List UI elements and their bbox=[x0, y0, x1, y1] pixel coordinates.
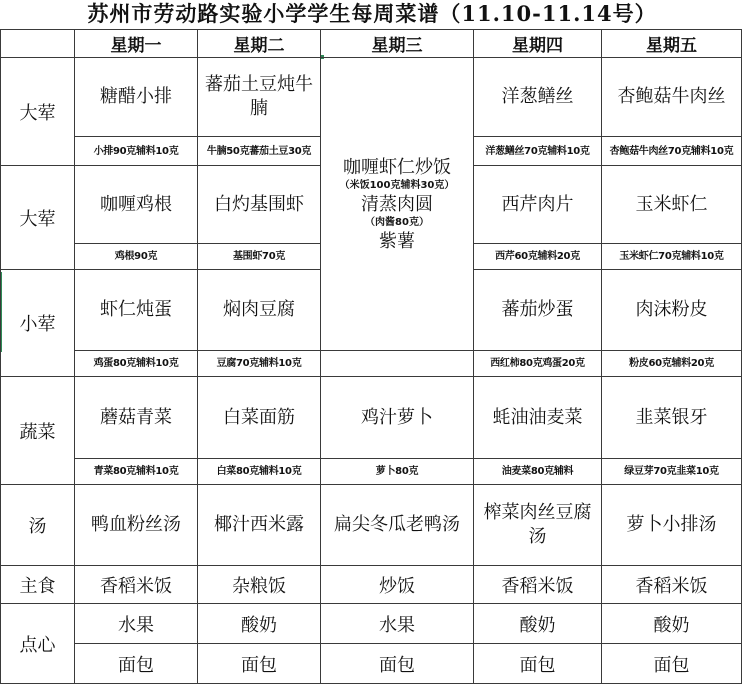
qty-big2-thu: 西芹60克辅料20克 bbox=[474, 244, 602, 270]
dish-veg-mon: 蘑菇青菜 bbox=[75, 377, 198, 459]
dish-veg-thu: 蚝油油麦菜 bbox=[474, 377, 602, 459]
small-qty-row bbox=[1, 351, 742, 377]
qty-big1-thu: 洋葱鳝丝70克辅料10克 bbox=[474, 137, 602, 166]
qty-big2-tue: 基围虾70克 bbox=[198, 244, 321, 270]
snack2-thu: 面包 bbox=[474, 644, 602, 684]
day-header-thu: 星期四 bbox=[474, 30, 602, 58]
dish-big2-mon: 咖喱鸡根 bbox=[75, 166, 198, 244]
page-title: 苏州市劳动路实验小学学生每周菜谱（11.10-11.14号） bbox=[87, 1, 657, 26]
day-header-tue: 星期二 bbox=[198, 30, 321, 58]
dish-veg-fri: 韭菜银牙 bbox=[602, 377, 742, 459]
header-row bbox=[1, 30, 742, 58]
qty-small-thu: 西红柿80克鸡蛋20克 bbox=[474, 351, 602, 377]
menu-table bbox=[0, 29, 742, 684]
snack1-fri: 酸奶 bbox=[602, 604, 742, 644]
corner-cell bbox=[1, 30, 75, 58]
qty-big2-fri: 玉米虾仁70克辅料10克 bbox=[602, 244, 742, 270]
day-header-mon: 星期一 bbox=[75, 30, 198, 58]
category-veg: 蔬菜 bbox=[1, 377, 75, 485]
dish-soup-tue: 椰汁西米露 bbox=[198, 485, 321, 566]
category-big1: 大荤 bbox=[1, 58, 75, 166]
snack2-wed: 面包 bbox=[321, 644, 474, 684]
qty-veg-wed: 萝卜80克 bbox=[321, 459, 474, 485]
qty-small-wed-empty bbox=[321, 351, 474, 377]
dish-small-tue: 焖肉豆腐 bbox=[198, 270, 321, 351]
wed-dish-1-qty: （米饭100克辅料30克） bbox=[339, 179, 455, 191]
category-staple: 主食 bbox=[1, 566, 75, 604]
staple-mon: 香稻米饭 bbox=[75, 566, 198, 604]
dish-big2-tue: 白灼基围虾 bbox=[198, 166, 321, 244]
wed-dish-2: 清蒸肉圆 bbox=[361, 193, 433, 215]
snack2-fri: 面包 bbox=[602, 644, 742, 684]
dish-veg-wed: 鸡汁萝卜 bbox=[321, 377, 474, 459]
staple-row bbox=[1, 566, 742, 604]
qty-small-mon: 鸡蛋80克辅料10克 bbox=[75, 351, 198, 377]
staple-fri: 香稻米饭 bbox=[602, 566, 742, 604]
dish-big1-thu: 洋葱鳝丝 bbox=[474, 58, 602, 137]
dish-big1-mon: 糖醋小排 bbox=[75, 58, 198, 137]
soup-row bbox=[1, 485, 742, 566]
dish-small-fri: 肉沫粉皮 bbox=[602, 270, 742, 351]
qty-small-fri: 粉皮60克辅料20克 bbox=[602, 351, 742, 377]
dish-soup-fri: 萝卜小排汤 bbox=[602, 485, 742, 566]
dish-veg-tue: 白菜面筋 bbox=[198, 377, 321, 459]
qty-veg-fri: 绿豆芽70克韭菜10克 bbox=[602, 459, 742, 485]
qty-veg-thu: 油麦菜80克辅料 bbox=[474, 459, 602, 485]
wednesday-main-cell bbox=[321, 58, 474, 351]
wed-dish-2-qty: （肉酱80克） bbox=[365, 216, 429, 228]
dish-big2-thu: 西芹肉片 bbox=[474, 166, 602, 244]
veg-qty-row bbox=[1, 459, 742, 485]
dish-big1-fri: 杏鲍菇牛肉丝 bbox=[602, 58, 742, 137]
snack1-mon: 水果 bbox=[75, 604, 198, 644]
dish-big2-fri: 玉米虾仁 bbox=[602, 166, 742, 244]
snack-row-2 bbox=[1, 644, 742, 684]
qty-big1-fri: 杏鲍菇牛肉丝70克辅料10克 bbox=[602, 137, 742, 166]
snack1-thu: 酸奶 bbox=[474, 604, 602, 644]
big1-dish-row bbox=[1, 58, 742, 137]
day-header-fri: 星期五 bbox=[602, 30, 742, 58]
snack2-tue: 面包 bbox=[198, 644, 321, 684]
staple-wed: 炒饭 bbox=[321, 566, 474, 604]
qty-small-tue: 豆腐70克辅料10克 bbox=[198, 351, 321, 377]
snack1-wed: 水果 bbox=[321, 604, 474, 644]
dish-soup-thu: 榨菜肉丝豆腐汤 bbox=[474, 485, 602, 566]
dish-small-mon: 虾仁炖蛋 bbox=[75, 270, 198, 351]
wed-dish-3: 紫薯 bbox=[379, 230, 415, 252]
staple-thu: 香稻米饭 bbox=[474, 566, 602, 604]
qty-big1-tue: 牛腩50克蕃茄土豆30克 bbox=[198, 137, 321, 166]
dish-soup-mon: 鸭血粉丝汤 bbox=[75, 485, 198, 566]
veg-dish-row bbox=[1, 377, 742, 459]
qty-big1-mon: 小排90克辅料10克 bbox=[75, 137, 198, 166]
snack-row-1 bbox=[1, 604, 742, 644]
day-header-wed: 星期三 bbox=[321, 30, 474, 58]
wed-dish-1: 咖喱虾仁炒饭 bbox=[343, 156, 451, 178]
category-snack: 点心 bbox=[1, 604, 75, 684]
qty-veg-tue: 白菜80克辅料10克 bbox=[198, 459, 321, 485]
qty-big2-mon: 鸡根90克 bbox=[75, 244, 198, 270]
snack2-mon: 面包 bbox=[75, 644, 198, 684]
category-soup: 汤 bbox=[1, 485, 75, 566]
qty-veg-mon: 青菜80克辅料10克 bbox=[75, 459, 198, 485]
category-small: 小荤 bbox=[1, 270, 75, 377]
dish-big1-tue: 蕃茄土豆炖牛腩 bbox=[198, 58, 321, 137]
category-big2: 大荤 bbox=[1, 166, 75, 270]
dish-soup-wed: 扁尖冬瓜老鸭汤 bbox=[321, 485, 474, 566]
snack1-tue: 酸奶 bbox=[198, 604, 321, 644]
dish-small-thu: 蕃茄炒蛋 bbox=[474, 270, 602, 351]
staple-tue: 杂粮饭 bbox=[198, 566, 321, 604]
